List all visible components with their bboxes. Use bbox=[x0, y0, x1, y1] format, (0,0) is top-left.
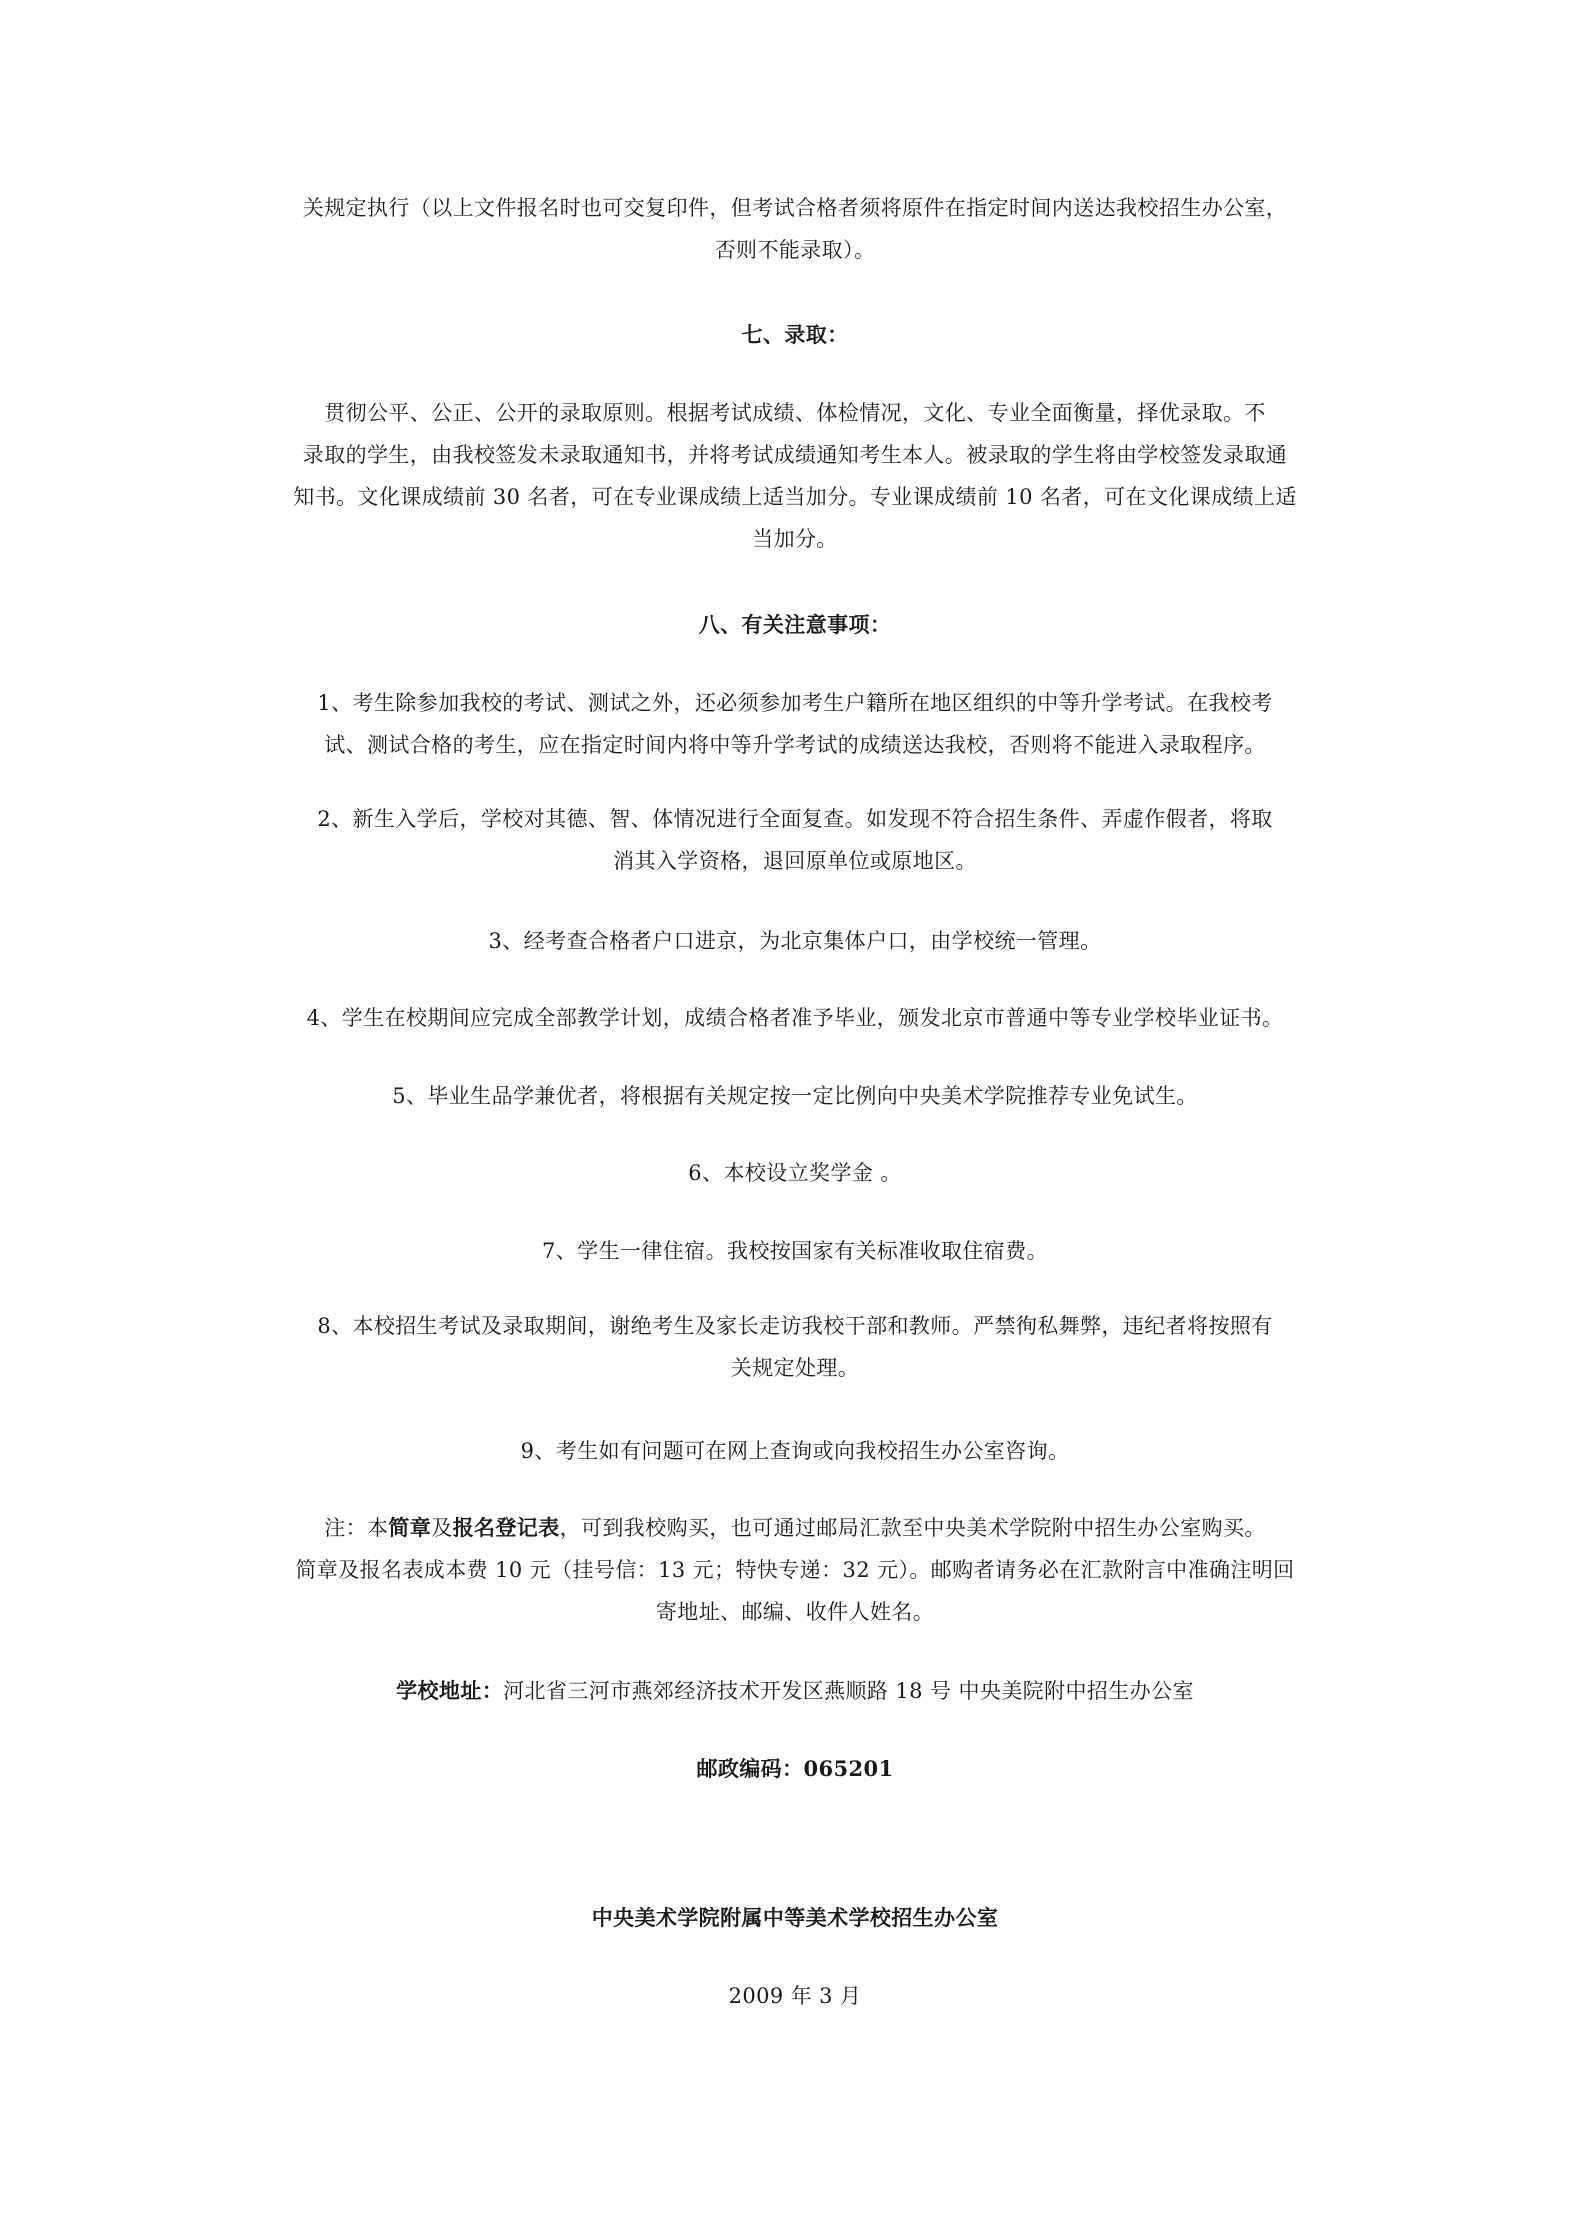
notice-item-7: 7、学生一律住宿。我校按国家有关标准收取住宿费。 bbox=[542, 1239, 1048, 1263]
notice-item-9: 9、考生如有问题可在网上查询或向我校招生办公室咨询。 bbox=[520, 1439, 1070, 1463]
continuation-paragraph bbox=[240, 187, 1350, 271]
notice-item-4: 4、学生在校期间应完成全部教学计划，成绩合格者准予毕业，颁发北京市普通中等专业学校毕业证书。 bbox=[306, 1006, 1284, 1030]
section-7-line-2: 录取的学生，由我校签发未录取通知书，并将考试成绩通知考生本人。被录取的学生将由学校签发录取通 bbox=[302, 443, 1288, 467]
address-label: 学校地址： bbox=[396, 1678, 504, 1703]
note-conjunction: 及 bbox=[431, 1516, 453, 1540]
note-line-3: 寄地址、邮编、收件人姓名。 bbox=[655, 1600, 935, 1624]
section-7-heading: 七、录取： bbox=[741, 322, 849, 347]
note-line-1-rest: ，可到我校购买，也可通过邮局汇款至中央美术学院附中招生办公室购买。 bbox=[559, 1516, 1266, 1540]
notice-item-8 bbox=[240, 1305, 1350, 1389]
note-brochure: 简章 bbox=[388, 1515, 432, 1540]
notice-item-1 bbox=[240, 682, 1350, 766]
continuation-line-1: 关规定执行（以上文件报名时也可交复印件，但考试合格者须将原件在指定时间内送达我校招生办公室， bbox=[302, 196, 1288, 220]
signature-organization: 中央美术学院附属中等美术学校招生办公室 bbox=[591, 1905, 999, 1930]
postal-code bbox=[240, 1748, 1350, 1790]
signature-date: 2009 年 3 月 bbox=[728, 1984, 862, 2008]
notice-item-8-line-2: 关规定处理。 bbox=[730, 1356, 860, 1380]
note-line-1 bbox=[240, 1507, 1350, 1549]
postcode-value: 065201 bbox=[803, 1756, 894, 1781]
school-address bbox=[240, 1670, 1350, 1712]
address-value: 河北省三河市燕郊经济技术开发区燕顺路 18 号 中央美院附中招生办公室 bbox=[503, 1679, 1194, 1703]
section-7-line-4: 当加分。 bbox=[752, 527, 838, 551]
section-7-paragraph bbox=[240, 392, 1350, 560]
note-paragraph bbox=[240, 1507, 1350, 1633]
note-line-2: 简章及报名表成本费 10 元（挂号信：13 元；特快专递：32 元）。邮购者请务必在汇款附言中准确注明回 bbox=[295, 1558, 1295, 1582]
section-7-line-1: 贯彻公平、公正、公开的录取原则。根据考试成绩、体检情况，文化、专业全面衡量，择优录取。不 bbox=[324, 401, 1266, 425]
section-7-line-3: 知书。文化课成绩前 30 名者，可在专业课成绩上适当加分。专业课成绩前 10 名者，可在文化课成绩上适 bbox=[293, 485, 1297, 509]
postcode-label: 邮政编码： bbox=[696, 1756, 804, 1781]
section-8-heading: 八、有关注意事项： bbox=[698, 612, 892, 637]
notice-item-8-line-1: 8、本校招生考试及录取期间，谢绝考生及家长走访我校干部和教师。严禁徇私舞弊，违纪者将按照有 bbox=[317, 1314, 1273, 1338]
notice-item-2-line-2: 消其入学资格，退回原单位或原地区。 bbox=[613, 849, 977, 873]
note-registration-form: 报名登记表 bbox=[452, 1515, 560, 1540]
note-prefix: 注：本 bbox=[324, 1516, 389, 1540]
notice-item-1-line-1: 1、考生除参加我校的考试、测试之外，还必须参加考生户籍所在地区组织的中等升学考试。在我校考 bbox=[317, 691, 1273, 715]
notice-item-2-line-1: 2、新生入学后，学校对其德、智、体情况进行全面复查。如发现不符合招生条件、弄虚作假者，将取 bbox=[317, 807, 1273, 831]
notice-item-3: 3、经考查合格者户口进京，为北京集体户口，由学校统一管理。 bbox=[488, 929, 1102, 953]
notice-item-1-line-2: 试、测试合格的考生，应在指定时间内将中等升学考试的成绩送达我校，否则将不能进入录取程序。 bbox=[324, 733, 1266, 757]
notice-item-2 bbox=[240, 798, 1350, 882]
notice-item-6: 6、本校设立奖学金 。 bbox=[688, 1161, 902, 1185]
continuation-line-2: 否则不能录取）。 bbox=[714, 238, 876, 262]
notice-item-5: 5、毕业生品学兼优者，将根据有关规定按一定比例向中央美术学院推荐专业免试生。 bbox=[392, 1084, 1198, 1108]
